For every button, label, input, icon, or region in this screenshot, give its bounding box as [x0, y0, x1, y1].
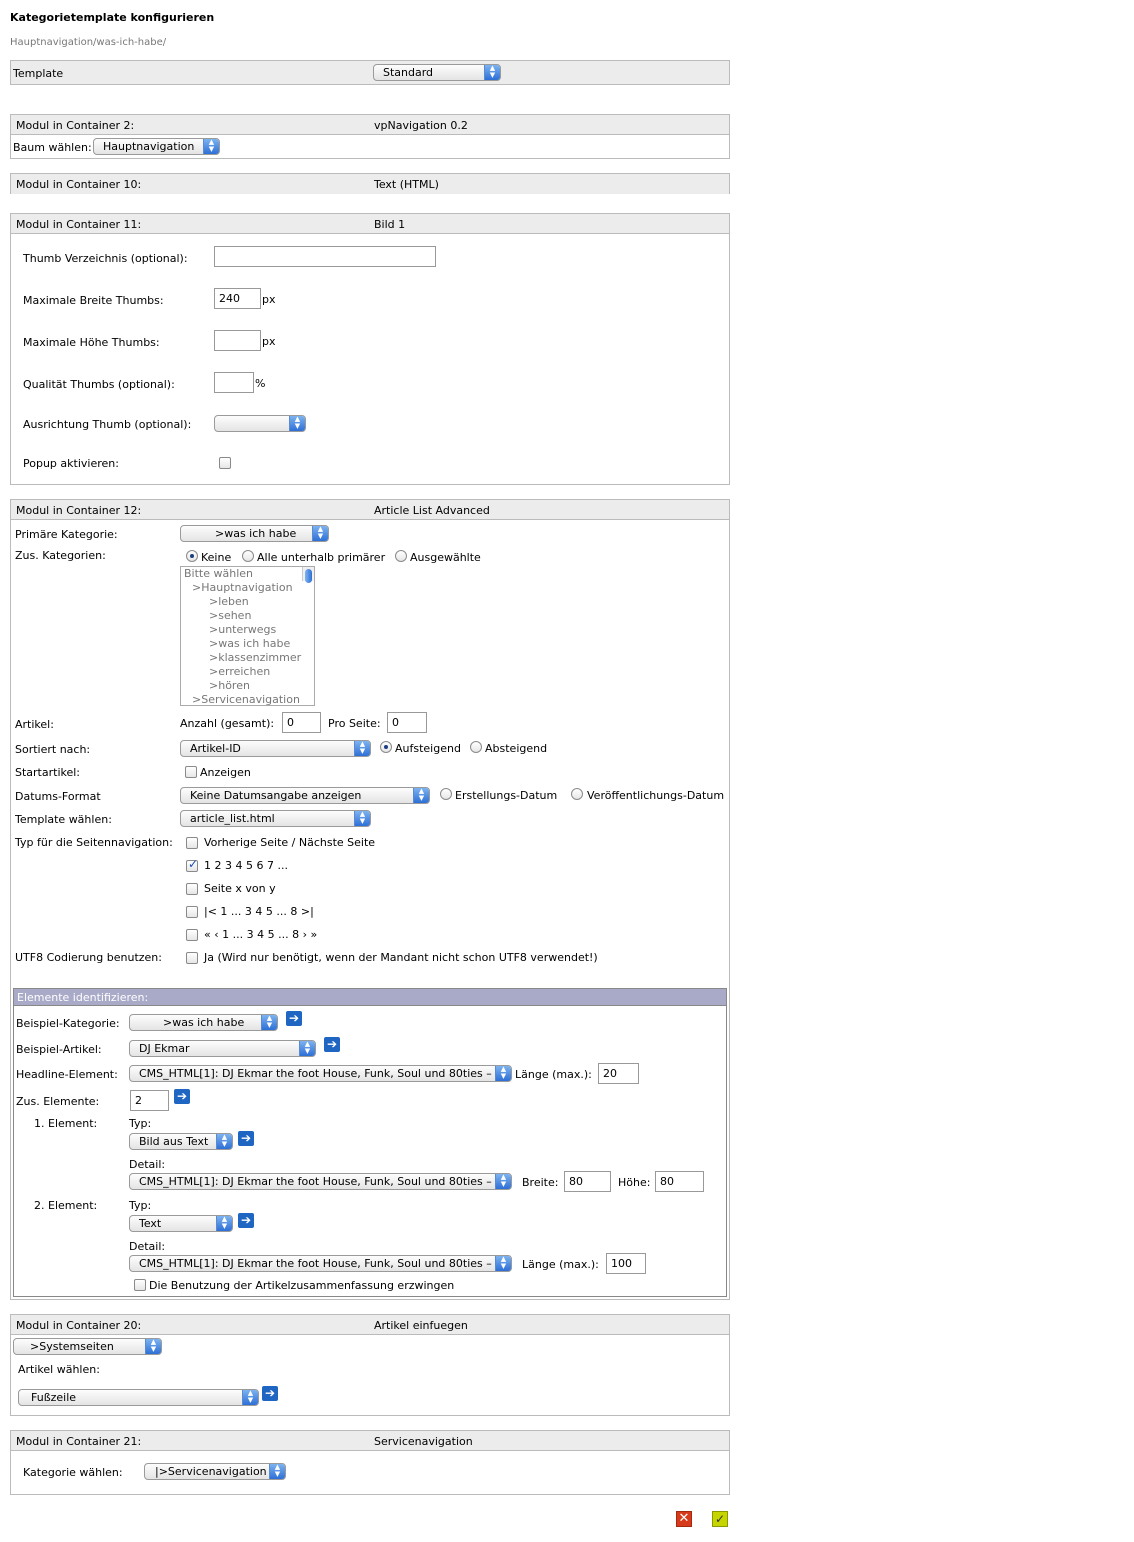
radio-keine[interactable] — [186, 550, 198, 562]
artikel-label: Artikel: — [15, 718, 54, 731]
headline-select[interactable]: CMS_HTML[1]: DJ Ekmar the foot House, Funk, Soul und 80ties – ▲ ▼ — [129, 1065, 512, 1082]
align-select[interactable] — [214, 415, 306, 432]
thumb-dir-label: Thumb Verzeichnis (optional): — [23, 252, 188, 265]
nav-option-checkbox[interactable] — [186, 837, 198, 849]
datum-label: Datums-Format — [15, 790, 101, 803]
radio-ausgewaehlte-label: Ausgewählte — [410, 551, 481, 564]
max-width-input[interactable]: 240 — [214, 288, 261, 309]
arrow-right-icon[interactable]: ➔ — [324, 1037, 340, 1052]
artikel-waehlen-select[interactable]: Fußzeile ▲ ▼ — [18, 1389, 259, 1406]
identify-header: Elemente identifizieren: — [17, 991, 149, 1004]
radio-absteigend[interactable] — [470, 741, 482, 753]
pro-seite-label: Pro Seite: — [328, 717, 381, 730]
ok-icon[interactable]: ✓ — [712, 1511, 728, 1527]
startartikel-checkbox[interactable] — [185, 766, 197, 778]
utf8-label: UTF8 Codierung benutzen: — [15, 951, 162, 964]
chevron-updown-icon: ▲ ▼ — [269, 1464, 285, 1479]
chevron-updown-icon: ▲ ▼ — [354, 741, 370, 756]
scrollbar[interactable] — [302, 567, 314, 581]
chevron-updown-icon: ▲ ▼ — [413, 788, 429, 803]
quality-label: Qualität Thumbs (optional): — [23, 378, 175, 391]
sort-label: Sortiert nach: — [15, 743, 91, 756]
breite-input[interactable]: 80 — [564, 1171, 611, 1192]
quality-unit: % — [255, 377, 266, 390]
element-2-length-label: Länge (max.): — [522, 1258, 599, 1271]
container-10-header: Modul in Container 10: — [16, 178, 142, 191]
element-2-typ-label: Typ: — [129, 1199, 152, 1212]
nav-option-label: |< 1 ... 3 4 5 ... 8 >| — [204, 905, 314, 918]
radio-erstellungsdatum-label: Erstellungs-Datum — [455, 789, 558, 802]
template-waehlen-label: Template wählen: — [15, 813, 112, 826]
max-width-unit: px — [262, 293, 276, 306]
radio-alle[interactable] — [242, 550, 254, 562]
chevron-updown-icon: ▲ ▼ — [299, 1041, 315, 1056]
radio-ausgewaehlte[interactable] — [395, 550, 407, 562]
nav-option-label: « ‹ 1 ... 3 4 5 ... 8 › » — [204, 928, 318, 941]
max-height-input[interactable] — [214, 330, 261, 351]
element-2-label: 2. Element: — [34, 1199, 98, 1212]
container-10 — [10, 173, 730, 194]
template-label: Template — [13, 67, 64, 80]
zus-elemente-input[interactable]: 2 — [130, 1090, 169, 1111]
pro-seite-input[interactable]: 0 — [387, 712, 427, 733]
breite-label: Breite: — [522, 1176, 559, 1189]
radio-veroeffentlichungsdatum-label: Veröffentlichungs-Datum — [587, 789, 725, 802]
chevron-updown-icon: ▲ ▼ — [289, 416, 305, 431]
seitennavigation-label: Typ für die Seitennavigation: — [15, 836, 173, 849]
thumb-dir-input[interactable] — [214, 246, 436, 267]
kategorie-waehlen-select[interactable]: |>Servicenavigation ▲ ▼ — [144, 1463, 286, 1480]
tree-label: Baum wählen: — [13, 141, 92, 154]
list-item[interactable]: >sehen — [209, 609, 252, 622]
nav-option-checkbox[interactable] — [186, 906, 198, 918]
radio-aufsteigend-label: Aufsteigend — [395, 742, 461, 755]
beispiel-artikel-label: Beispiel-Artikel: — [16, 1043, 102, 1056]
align-label: Ausrichtung Thumb (optional): — [23, 418, 192, 431]
chevron-updown-icon: ▲ ▼ — [495, 1066, 511, 1081]
list-item[interactable]: >unterwegs — [209, 623, 277, 636]
chevron-updown-icon: ▲ ▼ — [484, 65, 500, 80]
radio-absteigend-label: Absteigend — [485, 742, 548, 755]
container-2-module: vpNavigation 0.2 — [374, 119, 468, 132]
nav-option-checkbox[interactable] — [186, 883, 198, 895]
nav-option-checkbox[interactable] — [186, 929, 198, 941]
hoehe-input[interactable]: 80 — [655, 1171, 704, 1192]
template-row — [10, 60, 730, 85]
container-20-header: Modul in Container 20: — [16, 1319, 142, 1332]
max-height-unit: px — [262, 335, 276, 348]
chevron-updown-icon: ▲ ▼ — [216, 1134, 232, 1149]
chevron-updown-icon: ▲ ▼ — [354, 811, 370, 826]
hoehe-label: Höhe: — [618, 1176, 651, 1189]
nav-option-checkbox[interactable] — [186, 860, 198, 872]
headline-length-label: Länge (max.): — [515, 1068, 592, 1081]
element-1-typ-select[interactable]: Bild aus Text ▲ ▼ — [129, 1133, 233, 1150]
quality-input[interactable] — [214, 372, 254, 393]
headline-label: Headline-Element: — [16, 1068, 118, 1081]
list-item[interactable]: >Servicenavigation — [192, 693, 300, 706]
radio-aufsteigend[interactable] — [380, 741, 392, 753]
container-20-module: Artikel einfuegen — [374, 1319, 468, 1332]
arrow-right-icon[interactable]: ➔ — [286, 1011, 302, 1026]
systemseiten-select[interactable]: >Systemseiten ▲ ▼ — [13, 1338, 162, 1355]
tree-select[interactable]: Hauptnavigation ▲ ▼ — [93, 138, 220, 155]
sort-select[interactable]: Artikel-ID ▲ ▼ — [180, 740, 371, 757]
container-11 — [10, 213, 730, 485]
popup-label: Popup aktivieren: — [23, 457, 119, 470]
artikel-waehlen-label: Artikel wählen: — [18, 1363, 100, 1376]
utf8-checkbox[interactable] — [186, 952, 198, 964]
chevron-updown-icon: ▲ ▼ — [495, 1256, 511, 1271]
element-2-typ-select[interactable]: Text ▲ ▼ — [129, 1215, 233, 1232]
arrow-right-icon[interactable]: ➔ — [174, 1089, 190, 1104]
arrow-right-icon[interactable]: ➔ — [238, 1213, 254, 1228]
utf8-checkbox-label: Ja (Wird nur benötigt, wenn der Mandant nicht schon UTF8 verwendet!) — [204, 951, 598, 964]
max-height-label: Maximale Höhe Thumbs: — [23, 336, 160, 349]
container-10-module: Text (HTML) — [374, 178, 439, 191]
list-item[interactable]: >erreichen — [209, 665, 271, 678]
container-21-module: Servicenavigation — [374, 1435, 473, 1448]
radio-erstellungsdatum[interactable] — [440, 788, 452, 800]
nav-option-label: Vorherige Seite / Nächste Seite — [204, 836, 376, 849]
list-item[interactable]: >Hauptnavigation — [192, 581, 293, 594]
element-1-detail-label: Detail: — [129, 1158, 166, 1171]
element-1-detail-select[interactable]: CMS_HTML[1]: DJ Ekmar the foot House, Funk, Soul und 80ties – ▲ ▼ — [129, 1173, 512, 1190]
anzahl-input[interactable]: 0 — [282, 712, 321, 733]
container-21-header: Modul in Container 21: — [16, 1435, 142, 1448]
arrow-right-icon[interactable]: ➔ — [238, 1131, 254, 1146]
popup-checkbox[interactable] — [219, 457, 231, 469]
beispiel-kategorie-select[interactable]: >was ich habe ▲ ▼ — [129, 1014, 278, 1031]
chevron-updown-icon: ▲ ▼ — [495, 1174, 511, 1189]
chevron-updown-icon: ▲ ▼ — [145, 1339, 161, 1354]
element-1-label: 1. Element: — [34, 1117, 98, 1130]
extra-categories-label: Zus. Kategorien: — [15, 549, 106, 562]
nav-option-label: 1 2 3 4 5 6 7 ... — [204, 859, 288, 872]
chevron-updown-icon: ▲ ▼ — [203, 139, 219, 154]
beispiel-artikel-select[interactable]: DJ Ekmar ▲ ▼ — [129, 1040, 316, 1057]
page-title: Kategorietemplate konfigurieren — [10, 11, 215, 24]
container-12 — [10, 499, 730, 1300]
list-item[interactable]: Bitte wählen — [184, 567, 253, 580]
container-21 — [10, 1430, 730, 1495]
chevron-updown-icon: ▲ ▼ — [312, 526, 328, 541]
startartikel-checkbox-label: Anzeigen — [200, 766, 251, 779]
chevron-updown-icon: ▲ ▼ — [242, 1390, 258, 1405]
category-listbox[interactable] — [180, 566, 315, 706]
template-waehlen-select[interactable]: article_list.html ▲ ▼ — [180, 810, 371, 827]
cancel-icon[interactable]: ✕ — [676, 1511, 692, 1527]
element-2-length-input[interactable]: 100 — [606, 1253, 646, 1274]
arrow-right-icon[interactable]: ➔ — [262, 1386, 278, 1401]
primary-category-select[interactable]: >was ich habe ▲ ▼ — [180, 525, 329, 542]
breadcrumb: Hauptnavigation/was-ich-habe/ — [10, 37, 167, 48]
radio-alle-label: Alle unterhalb primärer — [257, 551, 386, 564]
container-2-header: Modul in Container 2: — [16, 119, 135, 132]
anzahl-label: Anzahl (gesamt): — [180, 717, 275, 730]
datum-select[interactable]: Keine Datumsangabe anzeigen ▲ ▼ — [180, 787, 430, 804]
max-width-label: Maximale Breite Thumbs: — [23, 294, 164, 307]
container-12-module: Article List Advanced — [374, 504, 490, 517]
radio-veroeffentlichungsdatum[interactable] — [571, 788, 583, 800]
element-2-detail-select[interactable]: CMS_HTML[1]: DJ Ekmar the foot House, Funk, Soul und 80ties – ▲ ▼ — [129, 1255, 512, 1272]
zus-elemente-label: Zus. Elemente: — [16, 1095, 100, 1108]
startartikel-label: Startartikel: — [15, 766, 81, 779]
template-select[interactable]: Standard ▲ ▼ — [373, 64, 501, 81]
chevron-updown-icon: ▲ ▼ — [216, 1216, 232, 1231]
primary-category-label: Primäre Kategorie: — [15, 528, 118, 541]
element-2-detail-label: Detail: — [129, 1240, 166, 1253]
list-item[interactable]: >klassenzimmer — [209, 651, 302, 664]
container-12-header: Modul in Container 12: — [16, 504, 142, 517]
container-11-module: Bild 1 — [374, 218, 406, 231]
force-summary-label: Die Benutzung der Artikelzusammenfassung erzwingen — [149, 1279, 455, 1292]
list-item[interactable]: >was ich habe — [209, 637, 291, 650]
list-item[interactable]: >hören — [209, 679, 250, 692]
container-20 — [10, 1314, 730, 1416]
headline-length-input[interactable]: 20 — [598, 1063, 639, 1084]
element-1-typ-label: Typ: — [129, 1117, 152, 1130]
container-11-header: Modul in Container 11: — [16, 218, 142, 231]
force-summary-checkbox[interactable] — [134, 1279, 146, 1291]
radio-keine-label: Keine — [201, 551, 232, 564]
container-2 — [10, 114, 730, 159]
nav-option-label: Seite x von y — [204, 882, 276, 895]
list-item[interactable]: >leben — [209, 595, 249, 608]
beispiel-kategorie-label: Beispiel-Kategorie: — [16, 1017, 120, 1030]
kategorie-waehlen-label: Kategorie wählen: — [23, 1466, 123, 1479]
chevron-updown-icon: ▲ ▼ — [261, 1015, 277, 1030]
